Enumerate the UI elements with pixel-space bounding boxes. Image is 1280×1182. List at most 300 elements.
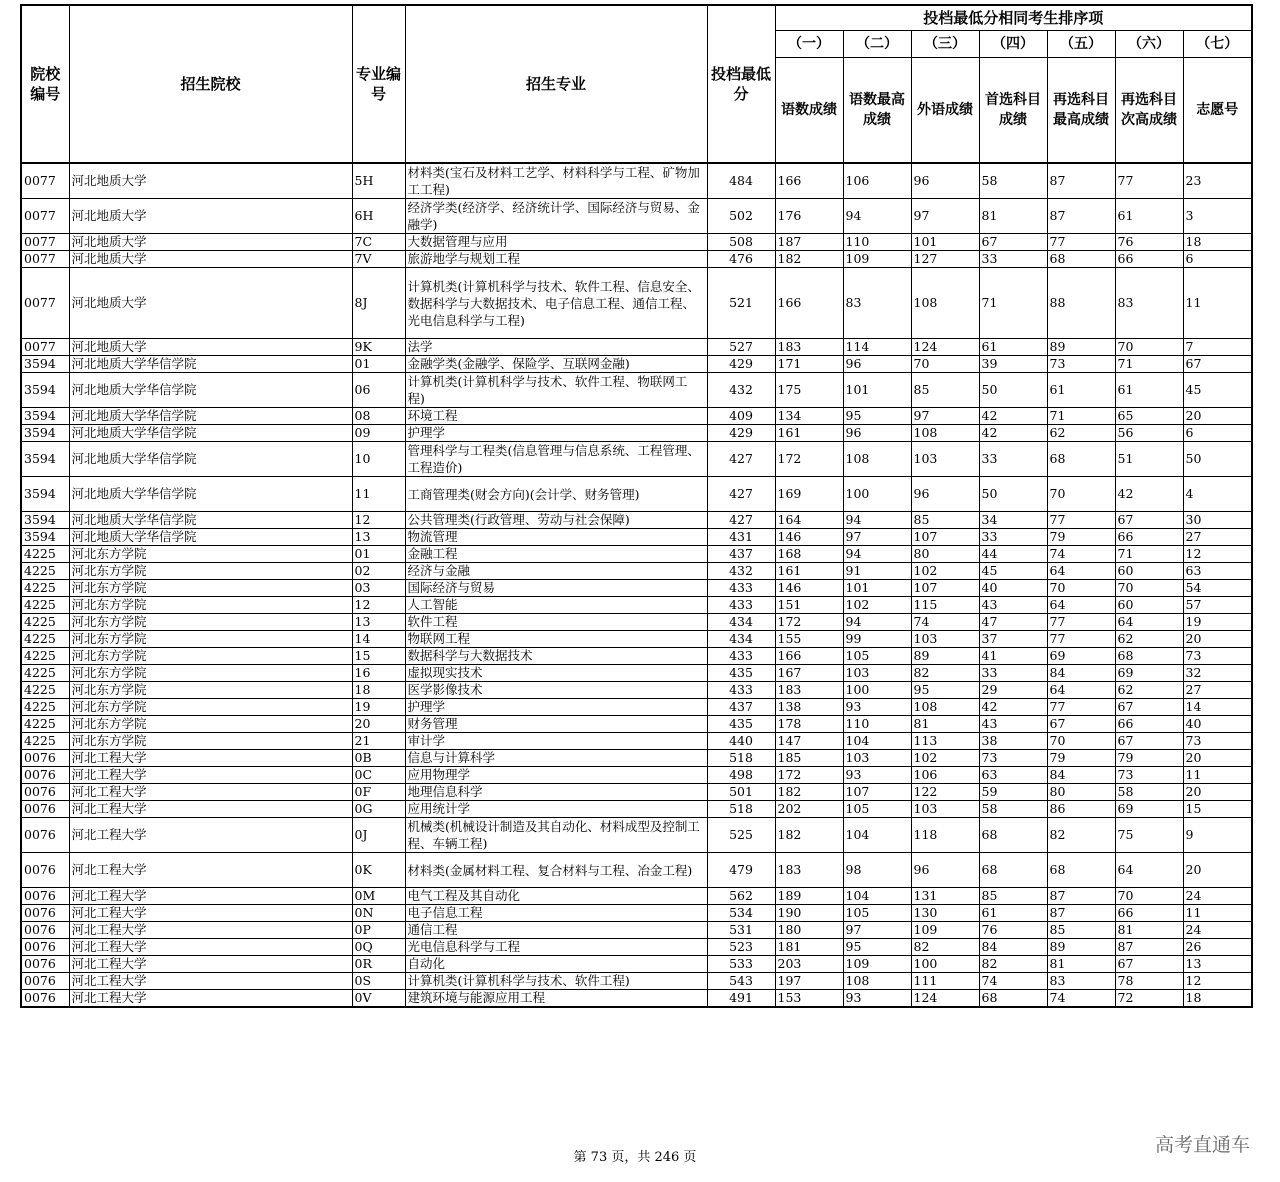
cell-score-3: 108 — [911, 699, 979, 716]
cell-score-5: 73 — [1047, 356, 1115, 373]
cell-score-5: 85 — [1047, 922, 1115, 939]
cell-wish-no: 11 — [1183, 767, 1252, 784]
cell-min-score: 521 — [707, 268, 775, 339]
cell-school-code: 4225 — [21, 682, 69, 699]
cell-score-1: 180 — [775, 922, 843, 939]
cell-score-4: 63 — [979, 767, 1047, 784]
cell-score-2: 102 — [843, 597, 911, 614]
cell-school-code: 0076 — [21, 905, 69, 922]
header-school-code: 院校编号 — [21, 5, 69, 163]
cell-school-code: 4225 — [21, 733, 69, 750]
cell-score-4: 73 — [979, 750, 1047, 767]
cell-score-1: 166 — [775, 163, 843, 199]
cell-score-2: 114 — [843, 339, 911, 356]
cell-major-name: 金融学类(金融学、保险学、互联网金融) — [405, 356, 707, 373]
cell-wish-no: 73 — [1183, 733, 1252, 750]
cell-score-5: 80 — [1047, 784, 1115, 801]
cell-major-code: 0R — [352, 956, 405, 973]
cell-score-6: 67 — [1115, 733, 1183, 750]
cell-score-6: 56 — [1115, 425, 1183, 442]
cell-score-6: 61 — [1115, 373, 1183, 408]
cell-school-code: 3594 — [21, 442, 69, 477]
cell-score-1: 189 — [775, 888, 843, 905]
cell-min-score: 432 — [707, 563, 775, 580]
header-sub-num: （七） — [1183, 31, 1252, 58]
cell-school-code: 0077 — [21, 199, 69, 234]
cell-school-name: 河北地质大学 — [69, 268, 352, 339]
cell-score-1: 182 — [775, 251, 843, 268]
cell-score-2: 101 — [843, 373, 911, 408]
table-row — [21, 767, 1252, 784]
cell-score-4: 67 — [979, 234, 1047, 251]
cell-score-3: 113 — [911, 733, 979, 750]
cell-score-2: 94 — [843, 614, 911, 631]
header-sub-num: （一） — [775, 31, 843, 58]
cell-major-code: 10 — [352, 442, 405, 477]
cell-score-4: 40 — [979, 580, 1047, 597]
cell-school-code: 0077 — [21, 339, 69, 356]
cell-score-2: 104 — [843, 888, 911, 905]
header-major-name: 招生专业 — [405, 5, 707, 163]
cell-major-name: 软件工程 — [405, 614, 707, 631]
cell-score-5: 77 — [1047, 699, 1115, 716]
cell-school-code: 0076 — [21, 801, 69, 818]
cell-score-2: 105 — [843, 648, 911, 665]
cell-major-code: 12 — [352, 512, 405, 529]
cell-wish-no: 15 — [1183, 801, 1252, 818]
cell-major-name: 公共管理类(行政管理、劳动与社会保障) — [405, 512, 707, 529]
cell-score-5: 87 — [1047, 199, 1115, 234]
cell-score-4: 74 — [979, 973, 1047, 990]
cell-min-score: 523 — [707, 939, 775, 956]
cell-major-code: 19 — [352, 699, 405, 716]
cell-school-name: 河北东方学院 — [69, 631, 352, 648]
cell-score-1: 172 — [775, 614, 843, 631]
cell-score-4: 47 — [979, 614, 1047, 631]
cell-score-5: 77 — [1047, 234, 1115, 251]
cell-score-6: 69 — [1115, 801, 1183, 818]
cell-score-3: 82 — [911, 665, 979, 682]
cell-major-name: 电子信息工程 — [405, 905, 707, 922]
cell-major-name: 环境工程 — [405, 408, 707, 425]
cell-school-name: 河北地质大学华信学院 — [69, 529, 352, 546]
cell-score-2: 105 — [843, 801, 911, 818]
cell-major-name: 建筑环境与能源应用工程 — [405, 990, 707, 1008]
cell-score-1: 138 — [775, 699, 843, 716]
cell-school-name: 河北地质大学华信学院 — [69, 512, 352, 529]
header-sub-num: （六） — [1115, 31, 1183, 58]
cell-score-2: 104 — [843, 818, 911, 853]
cell-major-code: 06 — [352, 373, 405, 408]
cell-score-3: 130 — [911, 905, 979, 922]
cell-score-5: 64 — [1047, 597, 1115, 614]
cell-score-3: 107 — [911, 529, 979, 546]
cell-score-3: 102 — [911, 750, 979, 767]
cell-min-score: 533 — [707, 956, 775, 973]
cell-score-1: 175 — [775, 373, 843, 408]
cell-min-score: 484 — [707, 163, 775, 199]
cell-wish-no: 26 — [1183, 939, 1252, 956]
cell-major-name: 医学影像技术 — [405, 682, 707, 699]
cell-school-name: 河北地质大学 — [69, 199, 352, 234]
cell-score-4: 38 — [979, 733, 1047, 750]
table-row — [21, 784, 1252, 801]
cell-min-score: 440 — [707, 733, 775, 750]
cell-score-4: 82 — [979, 956, 1047, 973]
cell-school-code: 3594 — [21, 373, 69, 408]
cell-score-5: 84 — [1047, 665, 1115, 682]
cell-score-1: 151 — [775, 597, 843, 614]
cell-score-1: 183 — [775, 682, 843, 699]
cell-wish-no: 67 — [1183, 356, 1252, 373]
cell-school-name: 河北东方学院 — [69, 597, 352, 614]
cell-wish-no: 20 — [1183, 408, 1252, 425]
cell-major-code: 21 — [352, 733, 405, 750]
cell-score-5: 77 — [1047, 614, 1115, 631]
cell-score-1: 161 — [775, 563, 843, 580]
cell-score-4: 58 — [979, 801, 1047, 818]
cell-major-name: 计算机类(计算机科学与技术、软件工程) — [405, 973, 707, 990]
cell-major-name: 材料类(宝石及材料工艺学、材料科学与工程、矿物加工工程) — [405, 163, 707, 199]
cell-score-6: 66 — [1115, 529, 1183, 546]
cell-score-2: 98 — [843, 853, 911, 888]
cell-score-6: 64 — [1115, 853, 1183, 888]
cell-score-4: 45 — [979, 563, 1047, 580]
cell-school-name: 河北工程大学 — [69, 973, 352, 990]
cell-score-2: 93 — [843, 699, 911, 716]
cell-score-1: 155 — [775, 631, 843, 648]
cell-major-code: 0N — [352, 905, 405, 922]
header-min-score: 投档最低分 — [707, 5, 775, 163]
cell-wish-no: 6 — [1183, 425, 1252, 442]
cell-min-score: 534 — [707, 905, 775, 922]
cell-score-4: 81 — [979, 199, 1047, 234]
cell-wish-no: 11 — [1183, 268, 1252, 339]
cell-wish-no: 12 — [1183, 973, 1252, 990]
cell-school-name: 河北东方学院 — [69, 648, 352, 665]
cell-major-code: 08 — [352, 408, 405, 425]
table-row — [21, 631, 1252, 648]
cell-wish-no: 20 — [1183, 853, 1252, 888]
cell-score-4: 37 — [979, 631, 1047, 648]
cell-school-code: 0076 — [21, 818, 69, 853]
cell-score-2: 94 — [843, 199, 911, 234]
cell-score-6: 87 — [1115, 939, 1183, 956]
cell-school-code: 4225 — [21, 665, 69, 682]
cell-score-5: 88 — [1047, 268, 1115, 339]
cell-score-5: 61 — [1047, 373, 1115, 408]
table-row — [21, 905, 1252, 922]
cell-score-6: 78 — [1115, 973, 1183, 990]
cell-major-name: 应用物理学 — [405, 767, 707, 784]
cell-school-name: 河北工程大学 — [69, 990, 352, 1008]
cell-min-score: 433 — [707, 597, 775, 614]
cell-score-6: 67 — [1115, 956, 1183, 973]
cell-school-name: 河北地质大学 — [69, 163, 352, 199]
cell-score-3: 74 — [911, 614, 979, 631]
page-number: 第 73 页，共 246 页 — [573, 1150, 697, 1165]
table-body — [21, 163, 1252, 1007]
cell-major-code: 0B — [352, 750, 405, 767]
cell-major-code: 12 — [352, 597, 405, 614]
table-row — [21, 939, 1252, 956]
cell-score-1: 168 — [775, 546, 843, 563]
cell-wish-no: 32 — [1183, 665, 1252, 682]
cell-school-name: 河北东方学院 — [69, 563, 352, 580]
cell-score-2: 105 — [843, 905, 911, 922]
cell-school-name: 河北工程大学 — [69, 818, 352, 853]
cell-score-6: 83 — [1115, 268, 1183, 339]
cell-score-6: 42 — [1115, 477, 1183, 512]
cell-wish-no: 27 — [1183, 682, 1252, 699]
cell-score-4: 39 — [979, 356, 1047, 373]
cell-school-code: 4225 — [21, 614, 69, 631]
cell-score-3: 122 — [911, 784, 979, 801]
table-row — [21, 597, 1252, 614]
table-row — [21, 234, 1252, 251]
cell-score-6: 73 — [1115, 767, 1183, 784]
table-row — [21, 563, 1252, 580]
cell-major-name: 管理科学与工程类(信息管理与信息系统、工程管理、工程造价) — [405, 442, 707, 477]
cell-score-4: 68 — [979, 818, 1047, 853]
cell-major-code: 9K — [352, 339, 405, 356]
table-row — [21, 373, 1252, 408]
cell-score-4: 85 — [979, 888, 1047, 905]
cell-major-name: 信息与计算科学 — [405, 750, 707, 767]
cell-major-name: 护理学 — [405, 699, 707, 716]
cell-school-name: 河北地质大学 — [69, 339, 352, 356]
cell-score-5: 83 — [1047, 973, 1115, 990]
cell-school-name: 河北工程大学 — [69, 784, 352, 801]
cell-min-score: 518 — [707, 750, 775, 767]
cell-score-6: 77 — [1115, 163, 1183, 199]
cell-school-name: 河北东方学院 — [69, 733, 352, 750]
cell-major-name: 机械类(机械设计制造及其自动化、材料成型及控制工程、车辆工程) — [405, 818, 707, 853]
cell-school-code: 3594 — [21, 408, 69, 425]
cell-school-code: 0076 — [21, 956, 69, 973]
table-row — [21, 546, 1252, 563]
cell-min-score: 476 — [707, 251, 775, 268]
cell-score-3: 103 — [911, 631, 979, 648]
cell-score-1: 171 — [775, 356, 843, 373]
cell-school-name: 河北东方学院 — [69, 665, 352, 682]
cell-score-3: 103 — [911, 801, 979, 818]
cell-school-code: 0077 — [21, 251, 69, 268]
cell-min-score: 518 — [707, 801, 775, 818]
cell-score-2: 99 — [843, 631, 911, 648]
cell-score-6: 61 — [1115, 199, 1183, 234]
cell-min-score: 501 — [707, 784, 775, 801]
cell-min-score: 429 — [707, 356, 775, 373]
cell-score-2: 103 — [843, 750, 911, 767]
cell-wish-no: 7 — [1183, 339, 1252, 356]
cell-wish-no: 19 — [1183, 614, 1252, 631]
cell-score-4: 33 — [979, 665, 1047, 682]
table-row — [21, 853, 1252, 888]
cell-major-name: 金融工程 — [405, 546, 707, 563]
cell-score-1: 146 — [775, 580, 843, 597]
cell-major-code: 8J — [352, 268, 405, 339]
cell-score-5: 77 — [1047, 631, 1115, 648]
cell-score-2: 83 — [843, 268, 911, 339]
cell-score-3: 108 — [911, 425, 979, 442]
cell-score-6: 60 — [1115, 597, 1183, 614]
cell-major-name: 物联网工程 — [405, 631, 707, 648]
cell-score-1: 183 — [775, 853, 843, 888]
cell-min-score: 432 — [707, 373, 775, 408]
cell-school-code: 0077 — [21, 234, 69, 251]
cell-school-name: 河北地质大学 — [69, 234, 352, 251]
cell-score-3: 111 — [911, 973, 979, 990]
cell-score-2: 110 — [843, 234, 911, 251]
cell-major-code: 0G — [352, 801, 405, 818]
cell-score-4: 50 — [979, 477, 1047, 512]
cell-score-3: 103 — [911, 442, 979, 477]
cell-score-3: 96 — [911, 163, 979, 199]
cell-score-4: 33 — [979, 529, 1047, 546]
cell-school-code: 0077 — [21, 268, 69, 339]
cell-score-2: 106 — [843, 163, 911, 199]
cell-score-5: 70 — [1047, 580, 1115, 597]
cell-min-score: 437 — [707, 699, 775, 716]
cell-school-name: 河北东方学院 — [69, 580, 352, 597]
cell-score-1: 166 — [775, 648, 843, 665]
cell-score-1: 172 — [775, 767, 843, 784]
cell-major-code: 20 — [352, 716, 405, 733]
cell-school-name: 河北地质大学华信学院 — [69, 356, 352, 373]
cell-score-5: 64 — [1047, 682, 1115, 699]
table-row — [21, 251, 1252, 268]
cell-score-5: 79 — [1047, 750, 1115, 767]
cell-min-score: 562 — [707, 888, 775, 905]
cell-score-2: 97 — [843, 529, 911, 546]
cell-score-2: 95 — [843, 939, 911, 956]
cell-score-2: 95 — [843, 408, 911, 425]
cell-score-4: 61 — [979, 905, 1047, 922]
cell-school-code: 3594 — [21, 356, 69, 373]
cell-score-2: 93 — [843, 767, 911, 784]
cell-min-score: 502 — [707, 199, 775, 234]
cell-score-6: 66 — [1115, 251, 1183, 268]
cell-score-3: 89 — [911, 648, 979, 665]
cell-score-6: 70 — [1115, 580, 1183, 597]
header-sub-num: （四） — [979, 31, 1047, 58]
cell-score-4: 41 — [979, 648, 1047, 665]
cell-score-3: 109 — [911, 922, 979, 939]
cell-score-5: 81 — [1047, 956, 1115, 973]
cell-score-1: 161 — [775, 425, 843, 442]
cell-min-score: 508 — [707, 234, 775, 251]
cell-score-3: 82 — [911, 939, 979, 956]
table-row — [21, 699, 1252, 716]
cell-score-5: 89 — [1047, 339, 1115, 356]
cell-score-2: 108 — [843, 442, 911, 477]
cell-major-name: 经济与金融 — [405, 563, 707, 580]
header-sub-label: 外语成绩 — [911, 58, 979, 164]
cell-major-name: 地理信息科学 — [405, 784, 707, 801]
cell-score-2: 108 — [843, 973, 911, 990]
header-sub-num: （二） — [843, 31, 911, 58]
cell-major-name: 护理学 — [405, 425, 707, 442]
cell-score-1: 153 — [775, 990, 843, 1008]
cell-school-name: 河北工程大学 — [69, 853, 352, 888]
cell-school-code: 4225 — [21, 716, 69, 733]
cell-school-code: 0076 — [21, 888, 69, 905]
table-header — [21, 5, 1252, 163]
cell-min-score: 434 — [707, 631, 775, 648]
cell-wish-no: 9 — [1183, 818, 1252, 853]
table-row — [21, 956, 1252, 973]
cell-wish-no: 12 — [1183, 546, 1252, 563]
cell-major-name: 光电信息科学与工程 — [405, 939, 707, 956]
cell-min-score: 433 — [707, 580, 775, 597]
cell-major-code: 02 — [352, 563, 405, 580]
cell-min-score: 527 — [707, 339, 775, 356]
cell-major-name: 物流管理 — [405, 529, 707, 546]
cell-major-name: 自动化 — [405, 956, 707, 973]
cell-score-6: 62 — [1115, 631, 1183, 648]
cell-school-code: 0076 — [21, 939, 69, 956]
table-row — [21, 442, 1252, 477]
cell-score-4: 43 — [979, 597, 1047, 614]
cell-score-2: 110 — [843, 716, 911, 733]
table-row — [21, 339, 1252, 356]
cell-min-score: 433 — [707, 682, 775, 699]
header-tiebreak-group: 投档最低分相同考生排序项 — [775, 5, 1252, 31]
cell-major-code: 01 — [352, 546, 405, 563]
cell-score-1: 203 — [775, 956, 843, 973]
cell-min-score: 409 — [707, 408, 775, 425]
cell-score-3: 80 — [911, 546, 979, 563]
cell-score-2: 109 — [843, 956, 911, 973]
cell-major-name: 法学 — [405, 339, 707, 356]
cell-wish-no: 50 — [1183, 442, 1252, 477]
cell-min-score: 434 — [707, 614, 775, 631]
cell-score-6: 68 — [1115, 648, 1183, 665]
cell-major-code: 0M — [352, 888, 405, 905]
cell-score-2: 100 — [843, 682, 911, 699]
cell-score-5: 79 — [1047, 529, 1115, 546]
cell-score-6: 66 — [1115, 905, 1183, 922]
cell-school-code: 0077 — [21, 163, 69, 199]
cell-score-5: 67 — [1047, 716, 1115, 733]
cell-score-4: 68 — [979, 990, 1047, 1008]
cell-score-6: 69 — [1115, 665, 1183, 682]
cell-min-score: 498 — [707, 767, 775, 784]
cell-score-1: 185 — [775, 750, 843, 767]
cell-major-code: 01 — [352, 356, 405, 373]
cell-min-score: 437 — [707, 546, 775, 563]
cell-score-3: 106 — [911, 767, 979, 784]
cell-school-code: 4225 — [21, 580, 69, 597]
cell-score-1: 187 — [775, 234, 843, 251]
cell-score-5: 87 — [1047, 888, 1115, 905]
cell-score-1: 147 — [775, 733, 843, 750]
cell-school-name: 河北工程大学 — [69, 939, 352, 956]
cell-school-name: 河北东方学院 — [69, 614, 352, 631]
cell-score-4: 59 — [979, 784, 1047, 801]
cell-major-name: 通信工程 — [405, 922, 707, 939]
cell-major-name: 虚拟现实技术 — [405, 665, 707, 682]
cell-major-name: 财务管理 — [405, 716, 707, 733]
cell-score-3: 95 — [911, 682, 979, 699]
cell-major-code: 6H — [352, 199, 405, 234]
cell-score-2: 93 — [843, 990, 911, 1008]
cell-min-score: 435 — [707, 716, 775, 733]
cell-min-score: 427 — [707, 512, 775, 529]
cell-score-6: 67 — [1115, 699, 1183, 716]
cell-wish-no: 27 — [1183, 529, 1252, 546]
